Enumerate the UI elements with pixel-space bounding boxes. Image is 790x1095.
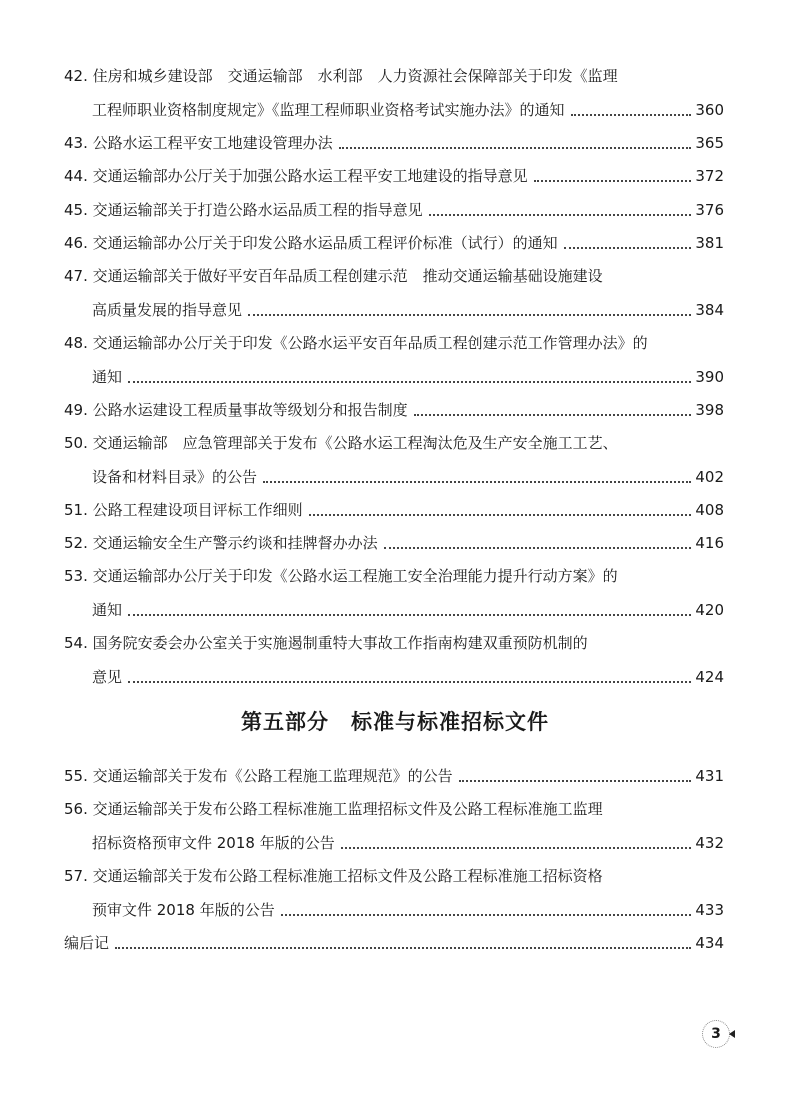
toc-page-number: 384 [695,301,724,319]
toc-entry-49[interactable] [64,400,724,420]
leader-dots [429,213,692,216]
toc-page-number: 431 [695,767,724,785]
leader-dots [459,779,692,782]
toc-entry-title-cont: 高质量发展的指导意见 [92,301,243,319]
toc-entry-afterword[interactable] [64,933,724,953]
toc-page-number: 360 [695,101,724,119]
toc-page-number: 432 [695,834,724,852]
toc-entry-title: 54. 国务院安委会办公室关于实施遏制重特大事故工作指南构建双重预防机制的 [64,634,588,652]
toc-page-number: 381 [695,234,724,252]
leader-dots [309,513,692,516]
toc-entry-title: 48. 交通运输部办公厅关于印发《公路水运平安百年品质工程创建示范工作管理办法》的 [64,334,648,352]
leader-dots [414,413,692,416]
toc-entry-42[interactable] [64,66,724,120]
toc-page-number: 433 [695,901,724,919]
toc-page-number: 416 [695,534,724,552]
toc-entry-title-cont: 通知 [92,601,123,619]
toc-page-number: 420 [695,601,724,619]
toc-entry-45[interactable] [64,200,724,220]
leader-dots [128,680,691,683]
toc-entry-title-cont: 预审文件 2018 年版的公告 [92,901,275,919]
page-number-badge [702,1020,730,1048]
toc-entry-56[interactable] [64,799,724,853]
toc-entry-52[interactable] [64,533,724,553]
toc-entry-title-cont: 意见 [92,668,123,686]
toc-entry-title: 50. 交通运输部 应急管理部关于发布《公路水运工程淘汰危及生产安全施工工艺、 [64,434,618,452]
toc-entry-title-cont: 通知 [92,368,123,386]
leader-dots [341,846,692,849]
toc-entry-48[interactable] [64,333,724,387]
leader-dots [534,179,692,182]
toc-entry-44[interactable] [64,166,724,186]
toc-entry-47[interactable] [64,266,724,320]
toc-entry-53[interactable] [64,566,724,620]
leader-dots [128,613,691,616]
toc-entry-54[interactable] [64,633,724,687]
triangle-left-icon [729,1030,735,1038]
leader-dots [571,113,692,116]
toc-page-number: 365 [695,134,724,152]
toc-page-number: 424 [695,668,724,686]
toc-entry-title: 53. 交通运输部办公厅关于印发《公路水运工程施工安全治理能力提升行动方案》的 [64,567,618,585]
leader-dots [281,913,692,916]
leader-dots [128,380,691,383]
toc-entry-43[interactable] [64,133,724,153]
toc-entry-title: 44. 交通运输部办公厅关于加强公路水运工程平安工地建设的指导意见 [64,167,528,185]
toc-entry-title-cont: 设备和材料目录》的公告 [92,468,258,486]
leader-dots [248,313,691,316]
toc-page-number: 398 [695,401,724,419]
leader-dots [339,146,692,149]
toc-entry-title: 46. 交通运输部办公厅关于印发公路水运品质工程评价标准（试行）的通知 [64,234,558,252]
toc-entry-title: 43. 公路水运工程平安工地建设管理办法 [64,134,333,152]
toc-entry-57[interactable] [64,866,724,920]
toc-entry-title: 47. 交通运输部关于做好平安百年品质工程创建示范 推动交通运输基础设施建设 [64,267,603,285]
toc-page-number: 408 [695,501,724,519]
leader-dots [115,946,691,949]
toc-entry-46[interactable] [64,233,724,253]
leader-dots [564,246,692,249]
toc-page-number: 376 [695,201,724,219]
toc-entry-title: 52. 交通运输安全生产警示约谈和挂牌督办办法 [64,534,378,552]
toc-entry-title: 55. 交通运输部关于发布《公路工程施工监理规范》的公告 [64,767,453,785]
toc-entry-title-cont: 招标资格预审文件 2018 年版的公告 [92,834,335,852]
toc-page-number: 434 [695,934,724,952]
toc-entry-title: 45. 交通运输部关于打造公路水运品质工程的指导意见 [64,201,423,219]
toc-entry-51[interactable] [64,500,724,520]
toc-entry-title: 56. 交通运输部关于发布公路工程标准施工监理招标文件及公路工程标准施工监理 [64,800,603,818]
toc-entry-title: 51. 公路工程建设项目评标工作细则 [64,501,303,519]
page-number: 3 [711,1026,721,1042]
toc-entry-title: 49. 公路水运建设工程质量事故等级划分和报告制度 [64,401,408,419]
section-heading: 第五部分 标准与标准招标文件 [241,710,549,734]
toc-page-number: 372 [695,167,724,185]
toc-entry-title: 42. 住房和城乡建设部 交通运输部 水利部 人力资源社会保障部关于印发《监理 [64,67,618,85]
toc-entry-title-cont: 工程师职业资格制度规定》《监理工程师职业资格考试实施办法》的通知 [92,101,565,119]
toc-entry-title: 57. 交通运输部关于发布公路工程标准施工招标文件及公路工程标准施工招标资格 [64,867,603,885]
toc-entry-title: 编后记 [64,934,110,952]
leader-dots [384,546,692,549]
leader-dots [263,480,691,483]
toc-page-number: 402 [695,468,724,486]
toc-entry-55[interactable] [64,766,724,786]
toc-entry-50[interactable] [64,433,724,487]
toc-page-number: 390 [695,368,724,386]
